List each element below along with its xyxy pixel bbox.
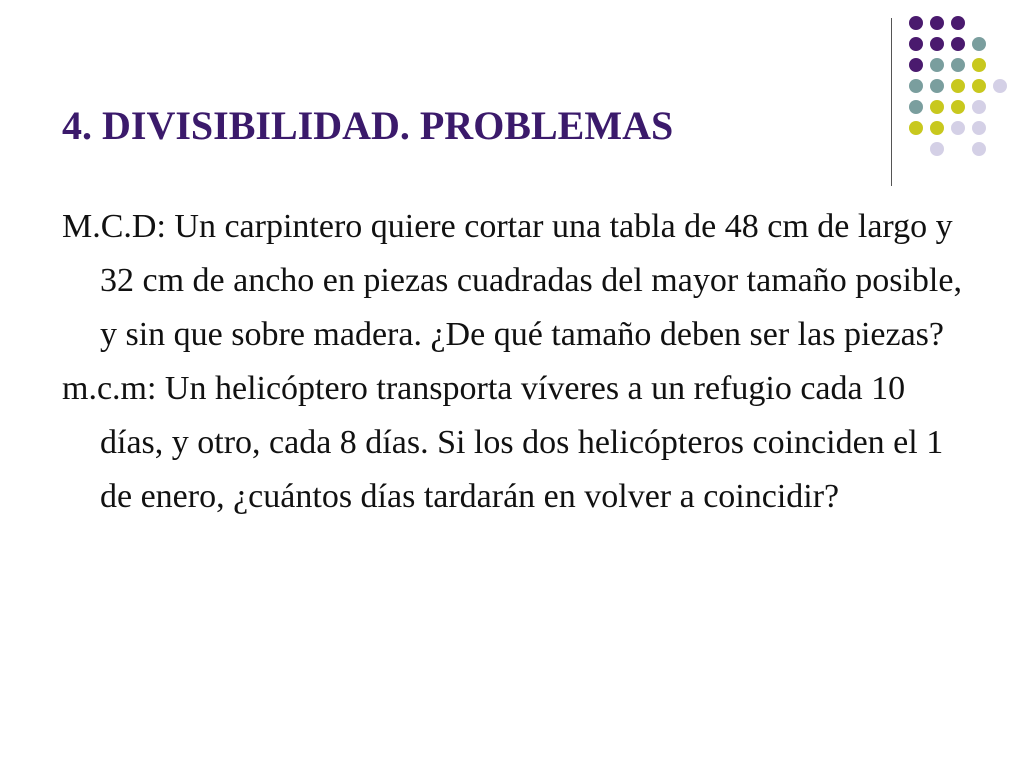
decorative-dot: [909, 16, 923, 30]
problem-mcm: m.c.m: Un helicóptero transporta víveres a un refugio cada 10 días, y otro, cada 8 días. Si los dos helicópteros coinciden el 1 de enero, ¿cuántos días tardarán en volver a coincidir?: [62, 370, 944, 515]
slide-title: 4. DIVISIBILIDAD. PROBLEMAS: [62, 103, 674, 148]
decorative-dot: [993, 79, 1007, 93]
decorative-dot: [930, 100, 944, 114]
decorative-dot: [909, 121, 923, 135]
decorative-dot: [930, 58, 944, 72]
decorative-dot: [951, 16, 965, 30]
header-divider: [891, 18, 892, 186]
decorative-dot: [951, 121, 965, 135]
decorative-dot: [909, 100, 923, 114]
decorative-dot: [972, 100, 986, 114]
decorative-dot: [972, 37, 986, 51]
decorative-dot: [909, 37, 923, 51]
decorative-dot: [951, 79, 965, 93]
decorative-dot: [972, 142, 986, 156]
decorative-dot: [972, 58, 986, 72]
decorative-dot: [930, 37, 944, 51]
decorative-dot: [972, 79, 986, 93]
problem-mcd: M.C.D: Un carpintero quiere cortar una tabla de 48 cm de largo y 32 cm de ancho en piezas cuadradas del mayor tamaño posible, y sin que sobre madera. ¿De qué tamaño deben ser las piezas?: [62, 208, 962, 353]
decorative-dot-grid: [901, 10, 1001, 170]
decorative-dot: [951, 100, 965, 114]
decorative-dot: [930, 142, 944, 156]
decorative-dot: [951, 58, 965, 72]
decorative-dot: [909, 58, 923, 72]
decorative-dot: [909, 79, 923, 93]
decorative-dot: [930, 79, 944, 93]
decorative-dot: [930, 16, 944, 30]
decorative-dot: [951, 37, 965, 51]
slide-body: [62, 200, 972, 524]
decorative-dot: [930, 121, 944, 135]
decorative-dot: [972, 121, 986, 135]
